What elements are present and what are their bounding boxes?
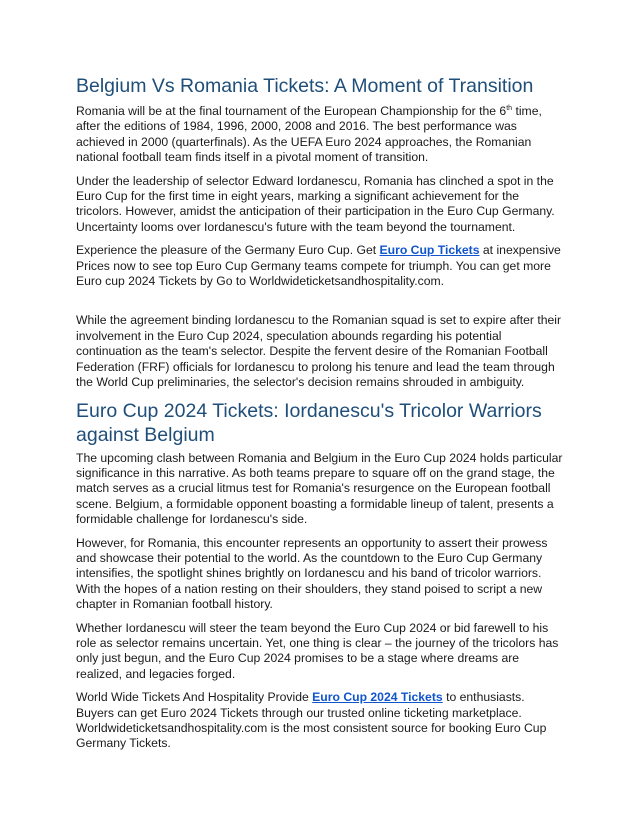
document-page [76,74,564,760]
heading-belgium-vs-romania: Belgium Vs Romania Tickets: A Moment of Transition [76,75,534,97]
euro-cup-tickets-link[interactable]: Euro Cup Tickets [379,243,480,258]
paragraph-agreement: While the agreement binding Iordanescu to the Romanian squad is set to expire after their involvement in the Euro Cup 2024, speculation abounds regarding his potential continuation as the team's selector. Despite the fervent desire of the Romanian Football Federation (FRF) officials for Iordanescu to prolong his tenure and lead the team through the World Cup preliminaries, the selector's decision remains shrouded in ambiguity. [76,313,562,390]
paragraph-intro-text-after: time, after the editions of 1984, 1996, 2000, 2008 and 2016. The best performance was achieved in 2000 (quarterfinals). As the UEFA Euro 2024 approaches, the Romanian national football team finds itself in a pivotal moment of transition. [76,104,542,165]
paragraph-provider-text-before: World Wide Tickets And Hospitality Provide [76,690,313,705]
heading-tricolor-warriors: Euro Cup 2024 Tickets: Iordanescu's Tricolor Warriors against Belgium [76,399,542,446]
paragraph-upcoming-clash: The upcoming clash between Romania and Belgium in the Euro Cup 2024 holds particular significance in this narrative. As both teams prepare to square off on the grand stage, the match serves as a crucial litmus test for Romania's resurgence on the European football scene. Belgium, a formidable opponent boasting a formidable lineup of talent, presents a formidable challenge for Iordanescu's side. [76,450,563,527]
paragraph-uncertain-future: Whether Iordanescu will steer the team beyond the Euro Cup 2024 or bid farewell to his role as selector remains uncertain. Yet, one thing is clear – the journey of the tricolors has only just begun, and the Euro Cup 2024 promises to be a stage where dreams are realized, and legacies forged. [76,620,559,681]
paragraph-intro-text-before: Romania will be at the final tournament of the European Championship for the 6 [76,104,507,118]
paragraph-experience-text-after: at inexpensive Prices now to see top Euro Cup Germany teams compete for triumph. You can get more Euro cup 2024 Tickets by Go to Worldwideticketsandhospitality.com. [76,243,561,289]
paragraph-leadership: Under the leadership of selector Edward Iordanescu, Romania has clinched a spot in the Euro Cup for the first time in eight years, marking a significant achievement for the tricolors. However, amidst the anticipation of their participation in the Euro Cup Germany. Uncertainty looms over Iordanescu's future with the team beyond the tournament. [76,173,555,234]
paragraph-opportunity: However, for Romania, this encounter represents an opportunity to assert their prowess and showcase their potential to the world. As the countdown to the Euro Cup Germany intensifies, the spotlight shines brightly on Iordanescu and his band of tricolor warriors. With the hopes of a nation resting on their shoulders, they stand poised to script a new chapter in Romanian football history. [76,535,548,612]
paragraph-experience [76,243,564,289]
paragraph-experience-text-before: Experience the pleasure of the Germany Euro Cup. Get [76,243,380,258]
paragraph-intro [76,104,564,166]
euro-cup-2024-tickets-link[interactable]: Euro Cup 2024 Tickets [312,690,443,705]
superscript-th: th [506,104,513,112]
paragraph-provider [76,690,564,752]
paragraph-provider-text-after: to enthusiasts. Buyers can get Euro 2024 Tickets through our trusted online ticketing marketplace. Worldwideticketsandhospitality.com is the most consistent source for booking Euro Cup Germany Tickets. [76,690,547,751]
